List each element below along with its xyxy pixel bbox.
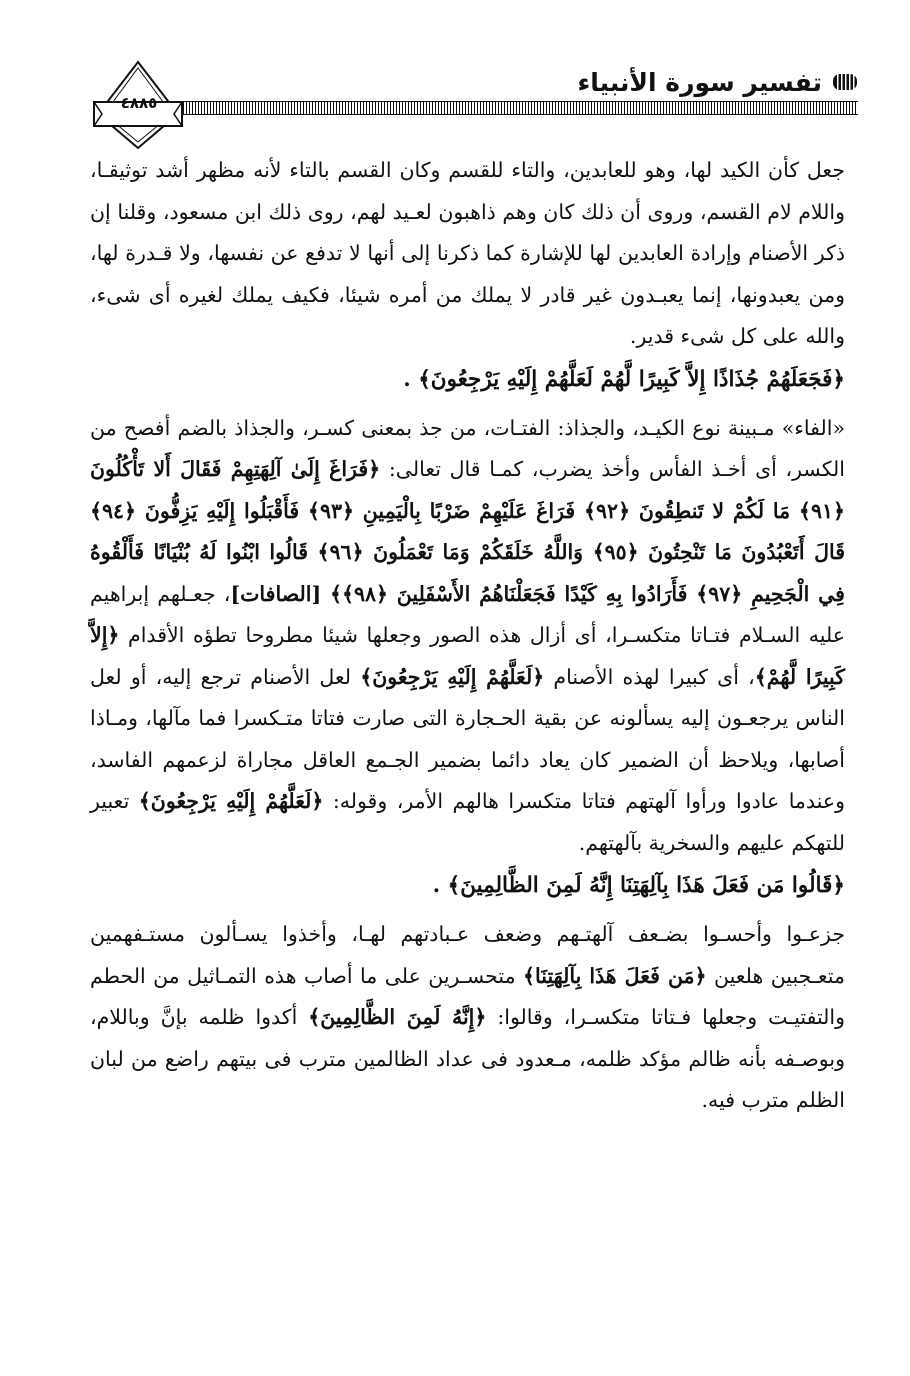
verse-1: ﴿فَجَعَلَهُمْ جُذَاذًا إِلاَّ كَبِيرًا لَّهُمْ لَعَلَّهُمْ إِلَيْهِ يَرْجِعُونَ﴾ . <box>403 366 845 392</box>
page-header <box>92 50 858 160</box>
quran-quote-3: ﴿لَعَلَّهُمْ إِلَيْهِ يَرْجِعُونَ﴾ <box>360 664 545 689</box>
quran-quote-2: ﴿إِلاَّ كَبِيرًا لَّهُمْ﴾ <box>90 623 846 689</box>
paragraph-2-text-d: لعل الأصنام ترجع إليه، أو لعل الناس يرجعـون إليه يسألونه عن بقية الحـجارة التى صارت فتاتا متـكسرا فما مآلها، ومـاذا أصابها، ويلاحظ أن الضمير كان يعاد دائما بضمير الجـمع العاقل مجاراة لزعمهم الفاسد، وعندما عادوا ورأوا آلهتهم فتاتا متكسرا هالهم الأمر، وقوله: <box>90 664 845 813</box>
paragraph-3-text-b: متحسـرين على ما أصاب هذه التمـاثيل من الحطم والتفتيـت وجعلها فـتاتا متكسـرا، وقالوا: <box>90 963 845 1029</box>
paragraph-2-text-c: ، أى كبيرا لهذه الأصنام <box>544 664 755 689</box>
paragraph-3-text-a: جزعـوا وأحسـوا بضـعف آلهتـهم وضعف عـبادتهم لهـا، وأخذوا يسـألون مستـفهمين متعـجبين هلعين <box>90 922 845 988</box>
paragraph-2-text-b: ، جعـلهم إبراهيم عليه السـلام فتـاتا متكسـرا، أى أزال هذه الصور وجعلها شيئا مطروحا تطؤه الأقدام <box>90 581 845 647</box>
paragraph-3-text-c: أكدوا ظلمه بإنَّ وباللام، وبوصـفه بأنه ظالم مؤكد ظلمه، مـعدود فى عداد الظالمين مترب فى بيتهم راضع من لبان الظلم مترب فيه. <box>90 1005 845 1112</box>
paragraph-1: جعل كأن الكيد لها، وهو للعابدين، والتاء للقسم وكان القسم بالتاء لأنه مظهر أشد توثيقـا، واللام لام القسم، وروى أن ذلك كان وهم ذاهبون لعـيد لهم، روى ذلك ابن مسعود، وقلنا إن ذكر الأصنام وإرادة العابدين لها للإشارة كما ذكرنا إلى أنها لا تدفع عن نفسها، ولا قـدرة لها، ومن يعبدونها، إنما يعبـدون غير قادر لا يملك من أمره شيئا، فكيف يملك لغيره أى شىء، والله على كل شىء قدير. <box>90 158 845 348</box>
running-title: تفسير سورة الأنبياء <box>577 67 822 97</box>
surah-reference: [الصافات] <box>230 581 330 606</box>
quran-quote-6: ﴿إِنَّهُ لَمِنَ الظَّالِمِينَ﴾ <box>308 1005 487 1029</box>
paragraph-3 <box>90 914 845 1122</box>
quran-quote-4: ﴿لَعَلَّهُمْ إِلَيْهِ يَرْجِعُونَ﴾ <box>138 789 324 813</box>
verse-2: ﴿قَالُوا مَن فَعَلَ هَذَا بِآلِهَتِنَا إِنَّهُ لَمِنَ الظَّالِمِينَ﴾ . <box>432 873 845 898</box>
page-body <box>90 150 845 1122</box>
header-rule <box>180 101 858 115</box>
page-number: ٤٨٨٥ <box>120 94 158 112</box>
quran-quote-saffat: ﴿فَرَاغَ إِلَىٰ آلِهَتِهِمْ فَقَالَ أَلا تَأْكُلُونَ ﴿٩١﴾ مَا لَكُمْ لا تَنطِقُونَ ﴿٩٢﴾ فَرَاغَ عَلَيْهِمْ ضَرْبًا بِالْيَمِينِ ﴿٩٣﴾ فَأَقْبَلُوا إِلَيْهِ يَزِفُّونَ ﴿٩٤﴾ قَالَ أَتَعْبُدُونَ مَا تَنْحِتُونَ ﴿٩٥﴾ وَاللَّهُ خَلَقَكُمْ وَمَا تَعْمَلُونَ ﴿٩٦﴾ قَالُوا ابْنُوا لَهُ بُنْيَانًا فَأَلْقُوهُ فِي الْجَحِيمِ ﴿٩٧﴾ فَأَرَادُوا بِهِ كَيْدًا فَجَعَلْنَاهُمُ الأَسْفَلِينَ ﴿٩٨﴾﴾ <box>90 457 846 606</box>
quran-quote-5: ﴿مَن فَعَلَ هَذَا بِآلِهَتِنَا﴾ <box>523 963 707 988</box>
title-block <box>577 62 858 102</box>
ornament-icon <box>832 71 858 93</box>
paragraph-2 <box>90 408 845 865</box>
paragraph-2-text-a: «الفاء» مـبينة نوع الكيـد، والجذاذ: الفتـات، من جذ بمعنى كسـر، والجذاذ بالضم أفصح من الكسر، أى أخـذ الفأس وأخذ يضرب، كمـا قال تعالى: <box>90 415 845 481</box>
paragraph-2-text-e: تعبير للتهكم عليهم والسخرية بآلهتهم. <box>90 789 845 855</box>
